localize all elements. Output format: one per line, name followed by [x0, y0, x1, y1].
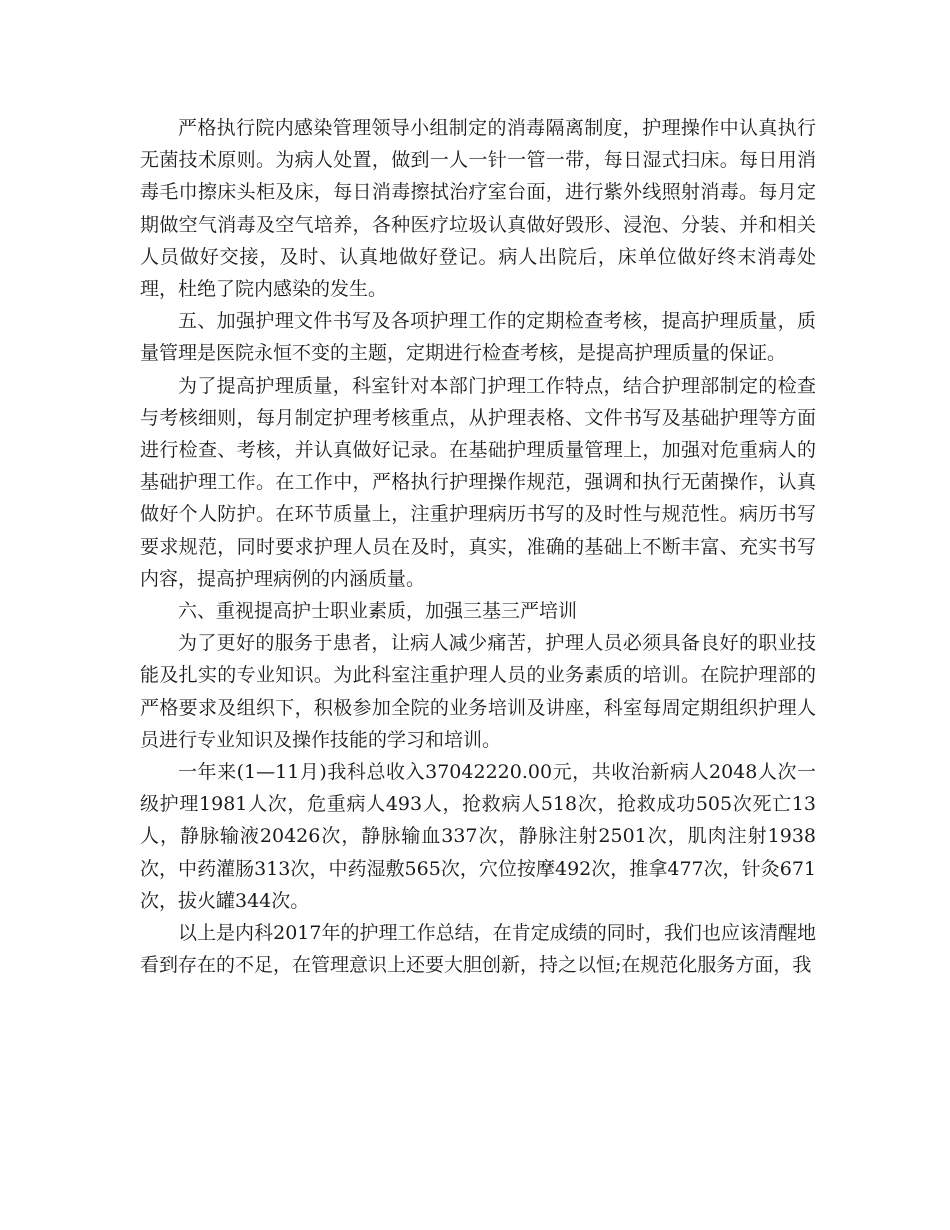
paragraph-infection-control: 严格执行院内感染管理领导小组制定的消毒隔离制度，护理操作中认真执行无菌技术原则。为病人处置，做到一人一针一管一带，每日湿式扫床。每日用消毒毛巾擦床头柜及床，每日消毒擦拭治疗室台面，进行紫外线照射消毒。每月定期做空气消毒及空气培养，各种医疗垃圾认真做好毁形、浸泡、分装、并和相关人员做好交接，及时、认真地做好登记。病人出院后，床单位做好终末消毒处理，杜绝了院内感染的发生。 — [140, 117, 816, 301]
paragraph-training: 为了更好的服务于患者，让病人减少痛苦，护理人员必须具备良好的职业技能及扎实的专业知识。为此科室注重护理人员的业务素质的培训。在院护理部的严格要求及组织下，积极参加全院的业务培训及讲座，科室每周定期组织护理人员进行专业知识及操作技能的学习和培训。 — [140, 632, 816, 751]
paragraph-summary: 以上是内科2017年的护理工作总结，在肯定成绩的同时，我们也应该清醒地看到存在的不足，在管理意识上还要大胆创新，持之以恒;在规范化服务方面，我 — [140, 922, 816, 977]
paragraph-section-five-heading: 五、加强护理文件书写及各项护理工作的定期检查考核，提高护理质量，质量管理是医院永恒不变的主题，定期进行检查考核，是提高护理质量的保证。 — [140, 310, 816, 365]
document-body — [140, 112, 816, 981]
paragraph-annual-statistics: 一年来(1—11月)我科总收入37042220.00元，共收治新病人2048人次一级护理1981人次，危重病人493人，抢救病人518次，抢救成功505次死亡13人，静脉输液20426次，静脉输血337次，静脉注射2501次，肌肉注射1938次，中药灌肠313次，中药湿敷565次，穴位按摩492次，推拿477次，针灸671次，拔火罐344次。 — [140, 761, 816, 912]
paragraph-section-six-heading: 六、重视提高护士职业素质，加强三基三严培训 — [178, 600, 578, 623]
paragraph-quality-management: 为了提高护理质量，科室针对本部门护理工作特点，结合护理部制定的检查与考核细则，每月制定护理考核重点，从护理表格、文件书写及基础护理等方面进行检查、考核，并认真做好记录。在基础护理质量管理上，加强对危重病人的基础护理工作。在工作中，严格执行护理操作规范，强调和执行无菌操作，认真做好个人防护。在环节质量上，注重护理病历书写的及时性与规范性。病历书写要求规范，同时要求护理人员在及时，真实，准确的基础上不断丰富、充实书写内容，提高护理病例的内涵质量。 — [140, 374, 816, 590]
